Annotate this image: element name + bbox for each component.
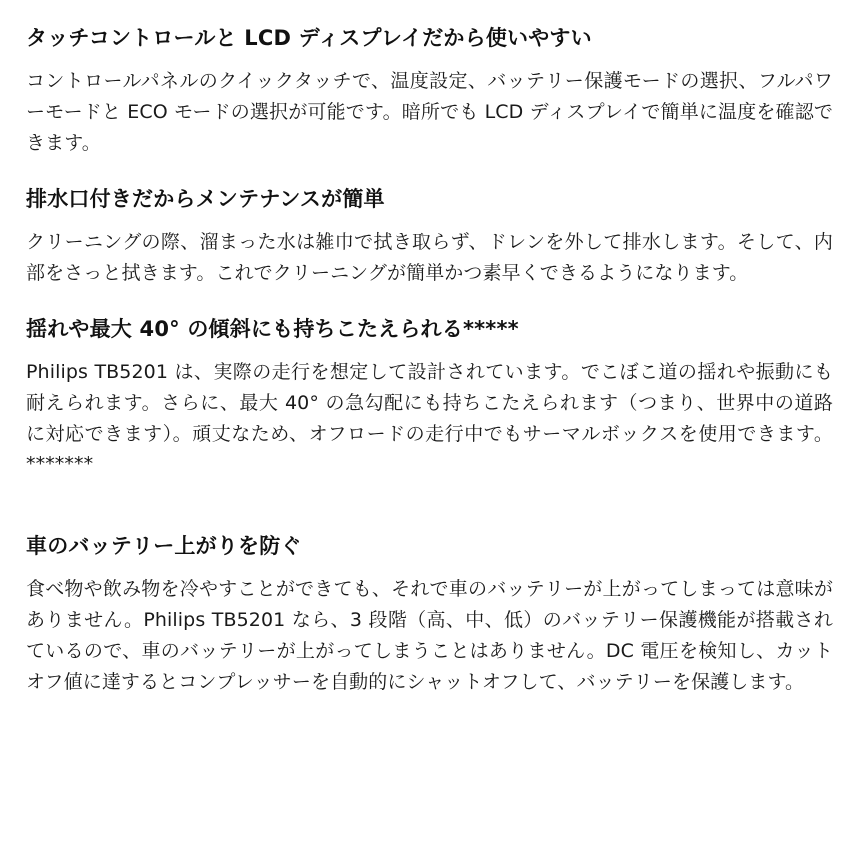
section-body: 食べ物や飲み物を冷やすことができても、それで車のバッテリーが上がってしまっては意味がありません。Philips TB5201 なら、3 段階（高、中、低）のバッテリー保護機能が搭載されているので、車のバッテリーが上がってしまうことはありません。DC 電圧を検知し、カットオフ値に達するとコンプレッサーを自動的にシャットオフして、バッテリーを保護します。 [26,578,833,693]
section-touch-control-lcd [26,24,833,159]
section-heading: タッチコントロールと LCD ディスプレイだから使いやすい [26,26,592,50]
section-heading: 揺れや最大 40° の傾斜にも持ちこたえられる***** [26,316,519,341]
section-heading: 排水口付きだからメンテナンスが簡単 [26,186,385,211]
section-body: コントロールパネルのクイックタッチで、温度設定、バッテリー保護モードの選択、フルパワーモードと ECO モードの選択が可能です。暗所でも LCD ディスプレイで簡単に温度を確認できます。 [26,70,833,154]
section-body: Philips TB5201 は、実際の走行を想定して設計されています。でこぼこ道の揺れや振動にも耐えられます。さらに、最大 40° の急勾配にも持ちこたえられます（つまり、世界中の道路に対応できます）。頑丈なため、オフロードの走行中でもサーマルボックスを使用できます。******* [26,361,833,476]
section-battery-protection [26,532,833,697]
section-drain-maintenance [26,185,833,289]
section-body: クリーニングの際、溜まった水は雑巾で拭き取らず、ドレンを外して排水します。そして、内部をさっと拭きます。これでクリーニングが簡単かつ素早くできるようになります。 [26,231,833,284]
section-heading: 車のバッテリー上がりを防ぐ [26,534,302,559]
section-tilt-resistance [26,315,833,480]
